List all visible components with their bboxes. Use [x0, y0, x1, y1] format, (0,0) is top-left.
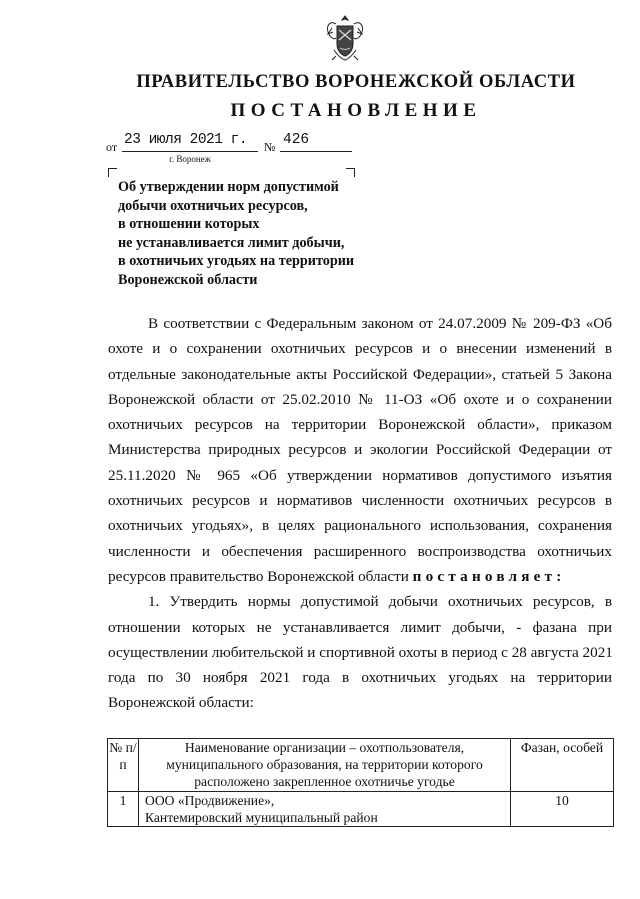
city-label: г. Воронеж — [169, 154, 211, 164]
date-prefix: от — [106, 140, 118, 154]
subject-line: в отношении которых — [118, 216, 260, 232]
body-line-final — [108, 564, 612, 589]
cell-organization — [139, 792, 511, 827]
decree-number: 426 — [283, 132, 310, 148]
number-sign: № — [264, 140, 276, 154]
item-line: осуществлении любительской и спортивной охоты в период с 28 августа 2021 — [108, 643, 613, 661]
header-num: № п/п — [108, 739, 139, 792]
body-line: охоте и о сохранении охотничьих ресурсов и о внесении изменений в — [108, 340, 612, 358]
body-line: отдельные законодательные акты Российской Федерации», статьей 5 Закона — [108, 365, 612, 383]
decree-subject — [118, 178, 354, 289]
body-line: охотничьих ресурсов на территории Воронежской области», приказом — [108, 416, 612, 434]
item-line: отношении которых не устанавливается лимит добычи, - фазана при — [108, 618, 612, 636]
cell-num: 1 — [108, 792, 139, 827]
decree-date: 23 июля 2021 г. — [124, 132, 248, 148]
subject-line: Воронежской области — [118, 271, 258, 288]
subject-bracket-left — [108, 168, 117, 177]
subject-bracket-right — [346, 168, 355, 177]
coat-of-arms-icon — [322, 12, 368, 64]
number-underline — [280, 151, 352, 152]
hunting-norms-table — [107, 738, 614, 827]
table-header-row — [108, 739, 614, 792]
org-name: ООО «Продвижение», — [145, 793, 275, 808]
header-organization: Наименование организации – охотпользователя, муниципального образования, на территории которого расположено закрепленное охотничье угодье — [139, 739, 511, 792]
item-line: 1. Утвердить нормы допустимой добычи охотничьих ресурсов, в — [148, 593, 612, 611]
cell-pheasant: 10 — [511, 792, 614, 827]
decree-word: постановляет: — [412, 567, 566, 585]
body-line: В соответствии с Федеральным законом от 24.07.2009 № 209-ФЗ «Об — [148, 315, 612, 332]
header-pheasant: Фазан, особей — [511, 739, 614, 792]
subject-line: добычи охотничьих ресурсов, — [118, 197, 308, 214]
body-line: 25.11.2020 № 965 «Об утверждении нормативов допустимого изъятия — [108, 466, 612, 484]
body-line: охотничьих ресурсов и нормативов численности охотничьих ресурсов в — [108, 492, 612, 510]
item-line: Воронежской области: — [108, 694, 254, 712]
date-underline — [122, 151, 258, 152]
body-line: численности и обеспечения расширенного воспроизводства охотничьих — [108, 542, 612, 560]
subject-line: в охотничьих угодьях на территории — [118, 253, 355, 269]
body-line: Министерства природных ресурсов и экологии Российской Федерации от — [108, 441, 612, 459]
org-district: Кантемировский муниципальный район — [145, 810, 378, 825]
body-line: охотничьих угодьях», в целях рационального использования, сохранения — [108, 517, 612, 535]
table-row — [108, 792, 614, 827]
subject-line: Об утверждении норм допустимой — [118, 179, 339, 195]
body-line: Воронежской области от 25.02.2010 № 11-ОЗ «Об охоте и о сохранении — [108, 390, 612, 408]
government-title: ПРАВИТЕЛЬСТВО ВОРОНЕЖСКОЙ ОБЛАСТИ — [136, 72, 576, 92]
body-line: ресурсов правительство Воронежской области — [108, 567, 409, 585]
document-type: ПОСТАНОВЛЕНИЕ — [230, 100, 482, 121]
item-line: года по 30 ноября 2021 года в охотничьих угодьях на территории — [108, 669, 612, 687]
preamble-text — [108, 311, 612, 716]
subject-line: не устанавливается лимит добычи, — [118, 234, 345, 251]
